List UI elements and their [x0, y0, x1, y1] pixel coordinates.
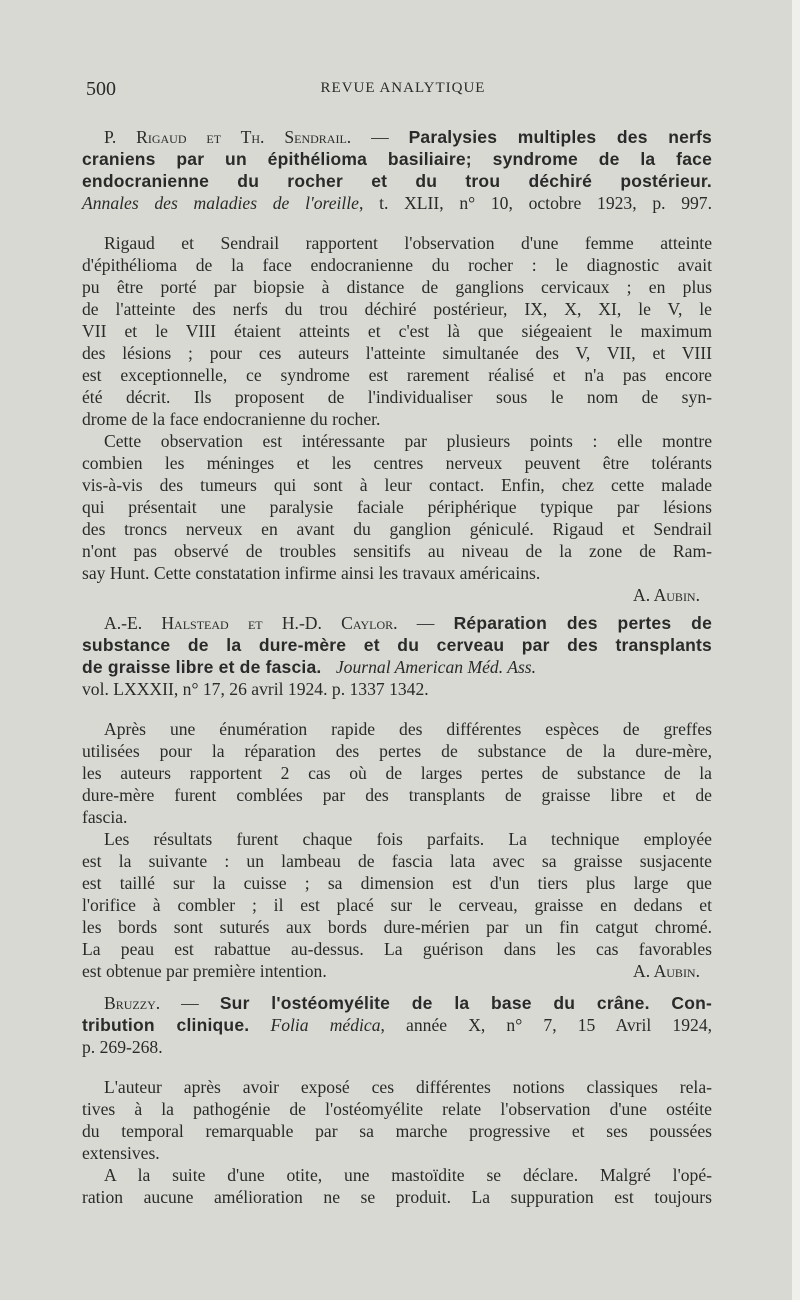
body-line: vis-à-vis des tumeurs qui sont à leur contact. Enfin, chez cette malade — [82, 475, 712, 495]
review-body-1 — [82, 232, 712, 606]
journal-name: Journal American Méd. Ass. — [335, 657, 537, 677]
entry-heading-line: Bruzzy. — Sur l'ostéomyélite de la base du crâne. Con- — [104, 993, 712, 1013]
entry-title: tribution clinique. — [82, 1015, 250, 1035]
body-line: La peau est rabattue au-dessus. La guérison dans les cas favorables — [82, 939, 712, 959]
body-line: les auteurs rapportent 2 cas où de larges pertes de substance de la — [82, 763, 712, 783]
body-line: n'ont pas observé de troubles sensitifs au niveau de la zone de Ram- — [82, 541, 712, 561]
page-header — [86, 78, 720, 106]
entry-heading-line: A.-E. Halstead et H.-D. Caylor. — Réparation des pertes de — [104, 613, 712, 633]
body-line: est exceptionnelle, ce syndrome est rarement réalisé et n'a pas encore — [82, 365, 712, 385]
signature: A. Aubin. — [633, 585, 700, 605]
entry-heading-line: P. Rigaud et Th. Sendrail. — Paralysies multiples des nerfs — [104, 127, 712, 147]
page-edge — [792, 0, 800, 1300]
entry-authors: Bruzzy. — [104, 993, 161, 1013]
entry-title: Réparation des pertes de — [453, 613, 712, 633]
entry-title: substance de la dure-mère et du cerveau par des transplants — [82, 635, 712, 655]
body-line: de l'atteinte des nerfs du trou déchiré postérieur, IX, X, XI, le V, le — [82, 299, 712, 319]
signature: A. Aubin. — [633, 961, 700, 981]
review-entry-2 — [82, 612, 712, 700]
body-line: les bords sont suturés aux bords dure-mérien par un fin catgut chromé. — [82, 917, 712, 937]
body-line: des troncs nerveux en avant du ganglion géniculé. Rigaud et Sendrail — [82, 519, 712, 539]
body-line: est obtenue par première intention. — [82, 961, 327, 981]
body-line: des lésions ; pour ces auteurs l'atteinte simultanée des V, VII, et VIII — [82, 343, 712, 363]
body-line: d'épithélioma de la face endocranienne du rocher : le diagnostic avait — [82, 255, 712, 275]
body-line: Après une énumération rapide des différentes espèces de greffes — [104, 719, 712, 739]
entry-title-line: tribution clinique. Folia médica, année X, n° 7, 15 Avril 1924, — [82, 1015, 713, 1035]
review-body-2 — [82, 718, 712, 982]
body-line: est la suivante : un lambeau de fascia lata avec sa graisse susjacente — [82, 851, 712, 871]
body-line: l'orifice à combler ; il est placé sur le cerveau, graisse en dedans et — [82, 895, 712, 915]
body-line: du temporal remarquable par sa marche progressive et ses poussées — [82, 1121, 712, 1141]
entry-reference: p. 269-268. — [82, 1037, 163, 1057]
entry-reference: Annales des maladies de l'oreille, t. XLII, n° 10, octobre 1923, p. 997. — [82, 193, 712, 213]
entry-reference: vol. LXXXII, n° 17, 26 avril 1924. p. 1337 1342. — [82, 679, 429, 699]
review-entry-1 — [82, 126, 712, 214]
running-title: REVUE ANALYTIQUE — [320, 80, 486, 96]
body-line: qui présentait une paralysie faciale périphérique typique par lésions — [82, 497, 712, 517]
entry-title: de graisse libre et de fascia. — [82, 657, 322, 677]
body-line: tives à la pathogénie de l'ostéomyélite relate l'observation d'une ostéite — [82, 1099, 712, 1119]
body-line: pu être porté par biopsie à distance de ganglions cervicaux ; en plus — [82, 277, 712, 297]
body-line: VII et le VIII étaient atteints et c'est là que siégeaient le maximum — [82, 321, 712, 341]
entry-title-line — [82, 656, 712, 678]
body-line: Rigaud et Sendrail rapportent l'observation d'une femme atteinte — [104, 233, 712, 253]
review-entry-3 — [82, 992, 712, 1058]
body-line: A la suite d'une otite, une mastoïdite se déclare. Malgré l'opé- — [104, 1165, 712, 1185]
body-line: été décrit. Ils proposent de l'individualiser sous le nom de syn- — [82, 387, 712, 407]
body-line: Cette observation est intéressante par plusieurs points : elle montre — [104, 431, 712, 451]
entry-authors: P. Rigaud et Th. Sendrail. — [104, 127, 352, 147]
body-line: dure-mère furent comblées par des transplants de graisse libre et de — [82, 785, 712, 805]
page-number: 500 — [86, 78, 116, 100]
body-line: extensives. — [82, 1143, 160, 1163]
entry-title: craniens par un épithélioma basiliaire; syndrome de la face — [82, 149, 712, 169]
entry-title: Paralysies multiples des nerfs — [408, 127, 712, 147]
entry-authors: A.-E. Halstead et H.-D. Caylor. — [104, 613, 398, 633]
journal-name: Folia médica — [270, 1015, 381, 1035]
body-line: ration aucune amélioration ne se produit. La suppuration est toujours — [82, 1187, 712, 1207]
body-line: Les résultats furent chaque fois parfaits. La technique employée — [104, 829, 712, 849]
entry-title: Sur l'ostéomyélite de la base du crâne. Con- — [219, 993, 712, 1013]
body-line: say Hunt. Cette constatation infirme ainsi les travaux américains. — [82, 563, 541, 583]
body-line: fascia. — [82, 807, 128, 827]
body-line-with-signature — [82, 960, 712, 982]
journal-name: Annales des maladies de l'oreille — [82, 193, 359, 213]
body-line: est taillé sur la cuisse ; sa dimension est d'un tiers plus large que — [82, 873, 712, 893]
body-line: utilisées pour la réparation des pertes de substance de la dure-mère, — [82, 741, 712, 761]
review-body-3 — [82, 1076, 712, 1208]
body-line: drome de la face endocranienne du rocher. — [82, 409, 381, 429]
body-line: combien les méninges et les centres nerveux peuvent être tolérants — [82, 453, 712, 473]
body-line: L'auteur après avoir exposé ces différentes notions classiques rela- — [104, 1077, 712, 1097]
entry-title: endocranienne du rocher et du trou déchiré postérieur. — [82, 171, 712, 191]
